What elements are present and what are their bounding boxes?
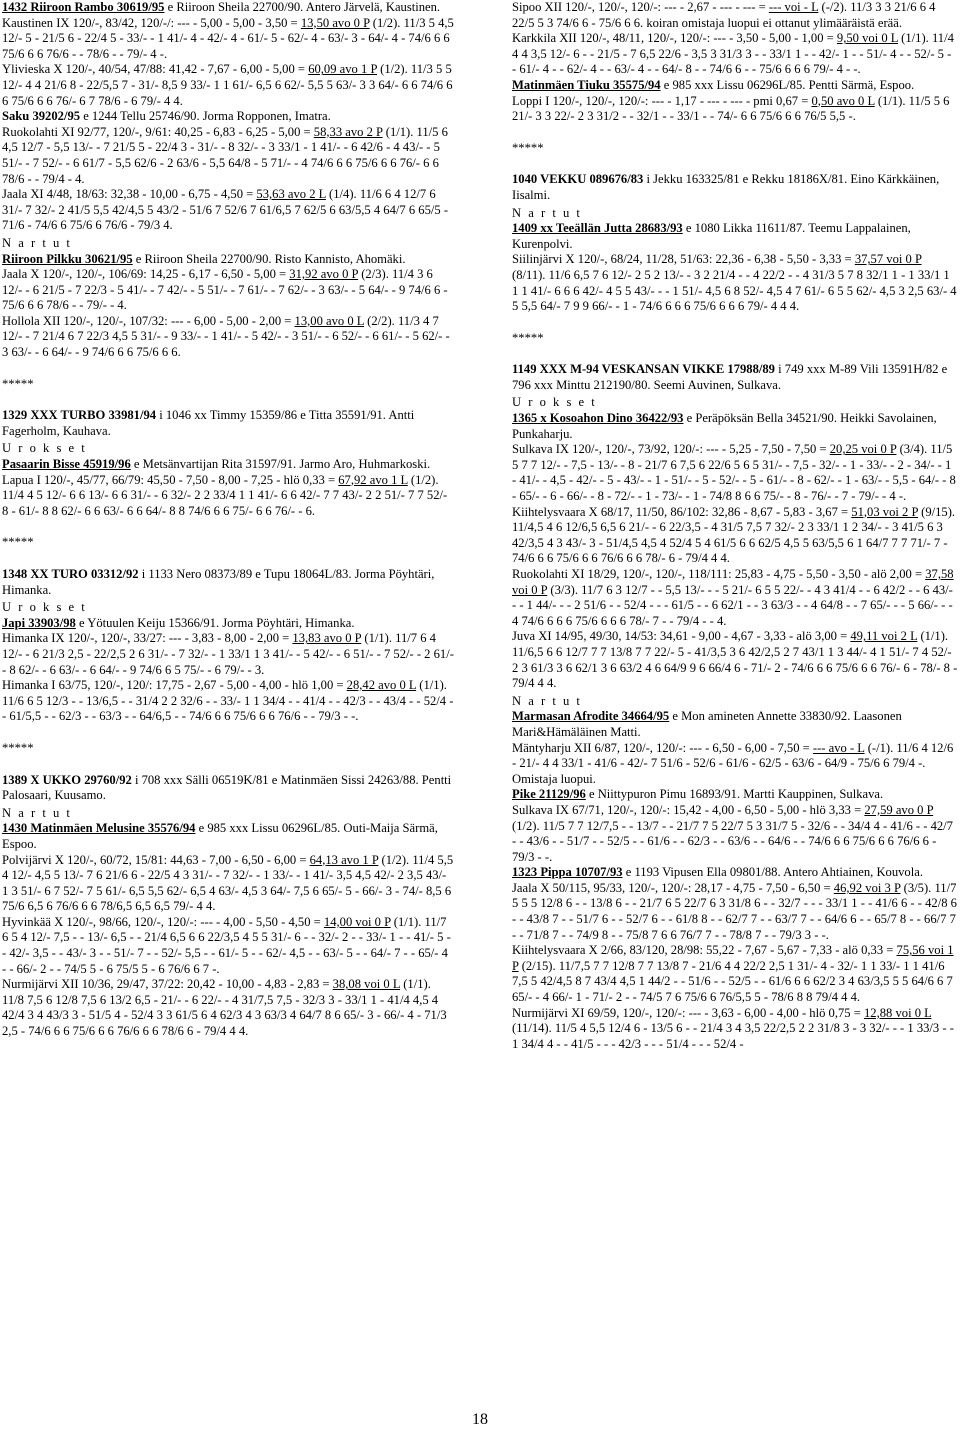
dog-name: 1348 XX TURO 03312/92 bbox=[2, 567, 139, 581]
separator-stars: ***** bbox=[2, 740, 34, 755]
dog-name: Matinmäen Tiuku 35575/94 bbox=[512, 77, 661, 92]
entry-1040: 1040 VEKKU 089676/83 i Jekku 163325/81 e Rekku 18186X/81. Eino Kärkkäinen, Iisalmi. bbox=[512, 172, 940, 202]
dog-name: Pasaarin Bisse 45919/96 bbox=[2, 457, 131, 472]
section-heading-urokset: U r o k s e t bbox=[2, 441, 87, 456]
dog-name: Riiroon Pilkku 30621/95 bbox=[2, 251, 133, 266]
entry-dino: 1365 x Kosoahon Dino 36422/93 e Peräpöksän Bella 34521/90. Heikki Savolainen, Punkaharju. Sulkava IX 120/-, 120/-, 73/92, 120/-: --- - 5,25 - 7,50 - 7,50 = 20,25 voi 0 P (3/4). 11/5 5 7 7 12/- - 7,5 - 13/- - 8 - 21/7 6 7,5 6 22/6 5 6 5 31/- - 7,5 - 32/- - 1 - 33/- - 2 - 34/- - 1 - 41/- - 4,5 - 42/- - 5 - 43/- - 1 - 51/- - 5 - 52/- - 5 - 61/- - 8 - 62/- - 1 - 63/- - 5,5 - 64/- - 8 - 65/- - 6 - 66/- - 8 - 72/- - 1 - 73/- - 1 - 74/8 8 6 6 75/- - 8 - 76/- - 7 - 79/- - 4 -. Kiihtelysvaara X 68/17, 11/50, 86/102: 32,86 - 8,67 - 5,83 - 3,67 = 51,03 voi 2 P (9/15). 11/4,5 4 6 12/6,5 6,5 6 21/- - 6 22/3,5 - 4 31/5 7,5 7 32/- 2 3 33/1 1 2 34/- - 3 41/5 6 3 42/3,5 4 3 43/- 3 - 51/4,5 4,5 4 52/4 5 4 61/5 6 6 62/5 4,5 5 63/5,5 6 1 64/7 7 7 71/- 7 - 74/6 6 6 75/6 6 6 76/6 6 6 78/- 6 - 79/4 4 4. Ruokolahti XI 18/29, 120/-, 120/-, 118/111: 25,83 - 4,75 - 5,50 - 3,50 - alö 2,00 = 37,58 voi 0 P (3/3). 11/7 6 3 12/7 - - 5,5 13/- - - 5 21/- 6 5 5 22/- - 4 3 41/4 - - 6 42/2 - - 6 43/- - - 1 44/- - - 2 51/6 - - 52/4 - - - 61/5 - - 6 62/1 - - 3 63/3 - - 4 64/8 - - 7 65/- - - 5 66/- - - 4 74/6 6 6 6 75/6 6 6 6 78/- 7 - - 79/4 - - 4. Juva XI 14/95, 49/30, 14/53: 34,61 - 9,00 - 4,67 - 3,33 - alö 3,00 = 49,11 voi 2 L (1/1). 11/6,5 6 6 12/7 7 7 13/8 7 7 22/- 5 - 41/3,5 3 6 42/2,5 2 7 43/1 1 3 44/- 4 1 51/- 7 4 52/- 2 3 61/3 3 6 62/1 3 6 63/2 4 6 64/9 9 6 66/4 6 - 71/- 2 - 74/6 6 6 75/6 6 6 76/- 6 - 78/- 8 - 79/4 4 4. bbox=[512, 411, 958, 691]
section-heading-nartut: N a r t u t bbox=[512, 693, 582, 708]
dog-name: 1323 Pippa 10707/93 bbox=[512, 865, 623, 880]
dog-name: 1389 X UKKO 29760/92 bbox=[2, 772, 132, 787]
dog-name: 1149 XXX M-94 VESKANSAN VIKKE 17988/89 bbox=[512, 362, 775, 377]
right-column bbox=[512, 0, 958, 1052]
entry-jutta: 1409 xx Teeällän Jutta 28683/93 e 1080 Likka 11611/87. Teemu Lappalainen, Kurenpolvi. Siilinjärvi X 120/-, 68/24, 11/28, 51/63: 22,36 - 6,38 - 5,50 - 3,33 = 37,57 voi 0 P (8/11). 11/6 6,5 7 6 12/- 2 5 2 13/- - 3 2 21/4 - - 4 22/2 - - 4 31/3 5 7 8 32/1 1 - 1 33/1 1 1 1 41/- 6 6 6 42/- 4 5 5 43/- - - 1 51/- 4,5 6 8 52/- 4,5 4 7 61/- 6 5 5 62/- 4,5 3 2,5 63/- 4 5 5,5 64/- 7 9 9 66/- - 1 - 74/6 6 6 6 75/6 6 6 6 79/- 4 4 4. bbox=[512, 221, 957, 314]
entry-japi: Japi 33903/98 e Yötuulen Keiju 15366/91. Jorma Pöyhtäri, Himanka. Himanka IX 120/-, 120/-, 33/27: --- - 3,83 - 8,00 - 2,00 = 13,83 avo 0 P (1/1). 11/7 6 4 12/- - 6 21/3 2,5 - 22/2,5 2 6 31/- - 7 32/- - 1 33/1 1 3 41/- - 5 42/- - 6 51/- - 7 52/- - 2 61/- - 8 62/- - 6 63/- - 6 64/- - 9 74/6 6 5 75/- - 6 79/- - 3. Himanka I 63/75, 120/-, 120/: 17,75 - 2,67 - 5,00 - 4,00 - hlö 1,00 = 28,42 avo 0 L (1/1). 11/6 6 5 12/3 - - 13/6,5 - - 31/4 2 2 32/6 - - 33/- 1 1 34/4 - - 41/4 - - 42/3 - - 43/4 - - 52/4 - - 61/5,5 - - 62/3 - - 63/3 - - 64/6,5 - - 74/6 6 6 75/6 6 6 76/6 - - 79/3 - -. bbox=[2, 615, 454, 724]
separator-stars: ***** bbox=[2, 535, 34, 550]
entry-bisse: Pasaarin Bisse 45919/96 e Metsänvartijan Rita 31597/91. Jarmo Aro, Huhmarkoski. Lapua I 120/-, 45/77, 66/79: 45,50 - 7,50 - 8,00 - 7,25 - hlö 0,33 = 67,92 avo 1 L (1/2). 11/4 4 5 12/- 6 6 13/- 6 6 31/- - 6 32/- 2 2 33/4 1 1 41/- 6 6 42/- 7 7 43/- 2 2 51/- 7 7 52/- 8 - 61/- 8 8 62/- 6 6 63/- 6 6 64/- 8 8 74/6 6 6 75/- 6 6 76/- - 6. bbox=[2, 457, 448, 518]
section-heading-nartut: N a r t u t bbox=[2, 235, 72, 250]
separator-stars: ***** bbox=[512, 140, 544, 155]
page-number: 18 bbox=[472, 1411, 488, 1428]
entry-afrodite: Marmasan Afrodite 34664/95 e Mon amineten Annette 33830/92. Laasonen Mari&Hämäläinen Matti. Mäntyharju XII 6/87, 120/-, 120/-: --- - 6,50 - 6,00 - 7,50 = --- avo - L (-/1). 11/6 4 12/6 - 21/- 4 4 33/1 - 41/6 - 42/- 7 51/6 - 52/6 - 61/6 - 62/5 - 63/6 - 64/9 - 75/6 6 79/4 -. Omistaja luopui. Pike 21129/96 e Niittypuron Pimu 16893/91. Martti Kauppinen, Sulkava. Sulkava IX 67/71, 120/-, 120/-: 15,42 - 4,00 - 6,50 - 5,00 - hlö 3,33 = 27,59 avo 0 P (1/2). 11/5 7 7 12/7,5 - - 13/7 - - 21/7 7 5 22/7 5 3 31/7 5 - 32/6 - - 34/4 4 - 41/6 - - 42/7 - - 43/6 - - 51/7 - - 52/5 - - 61/6 - - 62/3 - - 63/6 - - 64/6 - - 74/6 6 6 75/6 6 6 76/6 6 - 79/3 - -. 1323 Pippa 10707/93 e 1193 Vipusen Ella 09801/88. Antero Ahtiainen, Kouvola. Jaala X 50/115, 95/33, 120/-, 120/-: 28,17 - 4,75 - 7,50 - 6,50 = 46,92 voi 3 P (3/5). 11/7 5 5 5 12/8 6 - - 13/8 6 - - 21/7 6 5 22/7 6 3 31/8 6 - - 32/7 - - - 33/1 1 - - 41/6 6 - - 42/8 6 - - 43/8 7 - - 51/7 6 - - 52/7 6 - - 61/8 8 - - 62/7 7 - - 63/7 7 - - 64/6 6 - - 65/7 8 - - 66/7 7 - - 71/8 7 - - 74/9 8 - - 75/8 7 6 6 76/7 7 - - 78/8 7 - - 79/3 3 - -. Kiihtelysvaara X 2/66, 83/120, 28/98: 55,22 - 7,67 - 5,67 - 7,33 - alö 0,33 = 75,56 voi 1 P (2/15). 11/7,5 7 7 12/8 7 7 13/8 7 - 21/6 4 4 22/2 2,5 1 31/- 4 - 32/- 1 1 33/- 1 1 41/6 7,5 5 42/4,5 8 7 43/4 4,5 1 44/2 - - 51/6 - - 52/5 - - 61/6 6 6 62/2 3 4 63/3,5 5 5 64/6 6 7 65/- - 4 66/- 1 - 71/- 2 - - 74/5 7 6 75/6 6 76/5,5 5 - 78/6 8 8 79/4 4 4. Nurmijärvi XI 69/59, 120/-, 120/-: --- - 3,63 - 6,00 - 4,00 - hlö 0,75 = 12,88 voi 0 L (11/14). 11/5 4 5,5 12/4 6 - 13/5 6 - - 21/4 3 4 3,5 22/2,5 2 2 31/8 3 - 3 32/- - - 1 33/3 - - 1 34/4 4 - - 41/5 - - - 42/3 - - - 51/4 - - - 52/4 - bbox=[512, 709, 957, 1051]
entry-1432: 1432 Riiroon Rambo 30619/95 e Riiroon Sheila 22700/90. Antero Järvelä, Kaustinen. Kaustinen IX 120/-, 83/42, 120/-/: --- - 5,00 - 5,00 - 3,50 = 13,50 avo 0 P (1/2). 11/3 5 4,5 12/- 5 - 21/5 6 - 22/4 5 - 33/- - 1 41/- 4 - 42/- 4 - 61/- 5 - 62/- 4 - 63/- 3 - 64/- 4 - 74/6 6 6 75/6 6 6 76/6 - - 78/6 - - 79/- 4 -. Ylivieska X 120/-, 40/54, 47/88: 41,42 - 7,67 - 6,00 - 5,00 = 60,09 avo 1 P (1/2). 11/3 5 5 12/- 4 4 21/6 8 - 22/5,5 7 - 31/- 8,5 9 33/- 1 1 61/- 6,5 6 62/- 5,5 5 63/- 3 3 64/- 6 6 74/6 6 6 75/6 6 6 76/- 6 7 78/6 - 6 79/- 4 4. Saku 39202/95 e 1244 Tellu 25746/90. Jorma Ropponen, Imatra. Ruokolahti XI 92/77, 120/-, 9/61: 40,25 - 6,83 - 6,25 - 5,00 = 58,33 avo 2 P (1/1). 11/5 6 4,5 12/7 - 5,5 13/- - 7 21/5 5 - 22/4 3 - 31/- - 8 32/- - 3 33/1 - 1 41/- - 6 42/6 - 4 43/- - 5 51/- - 7 52/- - 6 61/7 - 5,5 62/6 - 2 63/6 - 5,5 64/8 - 5 71/- - 4 74/6 6 6 75/6 6 6 76/- 6 6 78/6 - - 79/4 - 4. Jaala XI 4/48, 18/63: 32,38 - 10,00 - 6,75 - 4,50 = 53,63 avo 2 L (1/4). 11/6 6 4 12/7 6 31/- 7 32/- 2 41/5 5,5 42/4,5 5 43/2 - 51/6 7 52/6 7 61/6,5 7 62/5 6 63/5,5 4 64/7 6 65/5 - 71/6 - 74/6 6 75/6 6 76/6 - 79/3 4. bbox=[2, 0, 454, 233]
dog-name: Marmasan Afrodite 34664/95 bbox=[512, 709, 670, 724]
dog-name: 1432 Riiroon Rambo 30619/95 bbox=[2, 0, 165, 14]
section-heading-nartut: N a r t u t bbox=[512, 205, 582, 220]
dog-name: Japi 33903/98 bbox=[2, 615, 76, 630]
dog-name: Pike 21129/96 bbox=[512, 787, 586, 802]
entry-melusine: 1430 Matinmäen Melusine 35576/94 e 985 xxx Lissu 06296L/85. Outi-Maija Särmä, Espoo. Polvijärvi X 120/-, 60/72, 15/81: 44,63 - 7,00 - 6,50 - 6,00 = 64,13 avo 1 P (1/2). 11/4 5,5 4 12/- 4,5 5 13/- 7 6 21/6 6 - 22/5 4 3 31/- - 7 32/- - 1 33/- - 1 41/- 3,5 4,5 42/- 2 3,5 43/- 1 3 51/- 6 7 52/- 7 5 61/- 6,5 5,5 62/- 6,5 4 63/- 4,5 3 64/- 7,5 6 65/- 5 - 66/- 3 - 74/- 8,5 6 75/6 6,5 6 76/6 6 6 78/6,5 6,5 6,5 79/- 4 4. Hyvinkää X 120/-, 98/66, 120/-, 120/-: --- - 4,00 - 5,50 - 4,50 = 14,00 voi 0 P (1/1). 11/7 6 5 4 12/- 7,5 - - 13/- 6,5 - - 21/4 6,5 6 6 22/3,5 4 5 5 31/- 6 - - 32/- 2 - - 33/- 1 - - 41/- 5 - - 42/- 3,5 - - 43/- 3 - - 51/- 7 - - 52/- 5,5 - - 61/- 5 - - 62/- 4,5 - - 63/- 5 - - 64/- 7 - - 65/- 4 - - 66/- 2 - - 74/5 5 - 6 75/5 5 - 6 76/6 6 7 -. Nurmijärvi XII 10/36, 29/47, 37/22: 20,42 - 10,00 - 4,83 - 2,83 = 38,08 voi 0 L (1/1). 11/8 7,5 6 12/8 7,5 6 13/2 6,5 - 21/- - 6 22/- - 4 31/7,5 7,5 - 32/3 3 - 33/1 1 - 41/4 4,5 4 42/4 3 4 43/3 3 - 51/5 4 - 52/4 3 3 61/5 6 4 62/3 4 3 63/3 4 64/7 8 6 65/- 3 - 66/- 4 - 71/3 2,5 - 74/6 6 6 75/6 6 6 76/6 6 6 78/6 6 - 79/4 4 4. bbox=[2, 821, 454, 1039]
dog-name: 1430 Matinmäen Melusine 35576/94 bbox=[2, 821, 196, 836]
entry-1348: 1348 XX TURO 03312/92 i 1133 Nero 08373/89 e Tupu 18064L/83. Jorma Pöyhtäri, Himanka. bbox=[2, 567, 435, 597]
separator-stars: ***** bbox=[2, 376, 34, 391]
dog-name: Saku 39202/95 bbox=[2, 109, 81, 124]
entry-1389: 1389 X UKKO 29760/92 i 708 xxx Sälli 06519K/81 e Matinmäen Sissi 24263/88. Pentti Palosaari, Kuusamo. bbox=[2, 772, 452, 803]
entry-pilkku: Riiroon Pilkku 30621/95 e Riiroon Sheila 22700/90. Risto Kannisto, Ahomäki. Jaala X 120/-, 120/-, 106/69: 14,25 - 6,17 - 6,50 - 5,00 = 31,92 avo 0 P (2/3). 11/4 3 6 12/- - 6 21/5 - 7 22/3 - 5 41/- - 7 42/- - 5 51/- - 7 61/- - 7 62/- - 3 63/- - 5 64/- - 9 74/6 6 - 75/6 6 6 78/6 - - 79/- - 4. Hollola XII 120/-, 120/-, 107/32: --- - 6,00 - 5,00 - 2,00 = 13,00 avo 0 L (2/2). 11/3 4 7 12/- - 7 21/4 6 7 22/3 4,5 5 31/- - 9 33/- - 1 41/- - 5 42/- - 3 51/- - 6 52/- - 6 61/- - 5 62/- - 3 63/- - 6 64/- - 9 74/6 6 6 75/6 6 6. bbox=[2, 251, 450, 360]
left-column bbox=[2, 0, 454, 1040]
section-heading-urokset: U r o k s e t bbox=[2, 600, 87, 615]
section-heading-urokset: U r o k s e t bbox=[512, 395, 597, 410]
dog-name: 1365 x Kosoahon Dino 36422/93 bbox=[512, 411, 684, 426]
section-heading-nartut: N a r t u t bbox=[2, 805, 72, 820]
entry-melusine-cont: Sipoo XII 120/-, 120/-, 120/-: --- - 2,67 - --- - --- = --- voi - L (-/2). 11/3 3 3 21/6 6 4 22/5 5 3 74/6 6 - 75/6 6 6. koiran omistaja luopui ei ottanut ylimääräistä erää. Karkkila XII 120/-, 48/11, 120/-, 120/-: --- - 3,50 - 5,00 - 1,00 = 9,50 voi 0 L (1/1). 11/4 4 4 3,5 12/- 6 - - 21/5 - 7 6,5 22/6 - 3,5 3 31/3 3 - - 33/1 1 - - 42/- 1 - - 51/- 4 - - 52/- 5 - - 61/- 4 - - 62/- 4 - - 63/- 4 - - 64/- 8 - - 74/6 6 - - 75/6 6 6 6 79/- 4 - -. Matinmäen Tiuku 35575/94 e 985 xxx Lissu 06296L/85. Pentti Särmä, Espoo. Loppi I 120/-, 120/-, 120/-: --- - 1,17 - --- - --- - pmi 0,67 = 0,50 avo 0 L (1/1). 11/5 5 6 21/- 3 3 22/- 2 3 31/2 - - 32/1 - - 33/1 - - 74/- 6 6 75/6 6 6 76/5 5,5 -. bbox=[512, 0, 954, 124]
dog-name: 1329 XXX TURBO 33981/94 bbox=[2, 408, 157, 423]
separator-stars: ***** bbox=[512, 330, 544, 345]
dog-name: 1409 xx Teeällän Jutta 28683/93 bbox=[512, 221, 683, 236]
entry-1329: 1329 XXX TURBO 33981/94 i 1046 xx Timmy 15359/86 e Titta 35591/91. Antti Fagerholm, Kauhava. bbox=[2, 408, 415, 438]
entry-1149: 1149 XXX M-94 VESKANSAN VIKKE 17988/89 i 749 xxx M-89 Vili 13591H/82 e 796 xxx Minttu 212190/80. Seemi Auvinen, Sulkava. bbox=[512, 362, 948, 392]
dog-name: 1040 VEKKU 089676/83 bbox=[512, 172, 644, 187]
